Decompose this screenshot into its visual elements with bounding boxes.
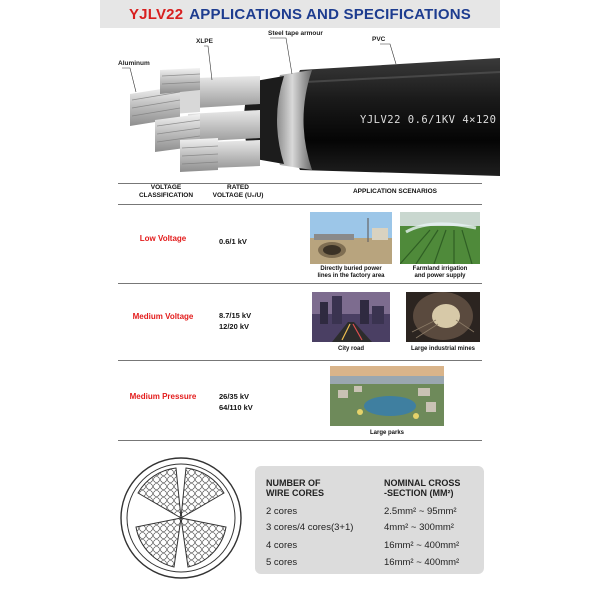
header-application-scenarios: APPLICATION SCENARIOS (352, 188, 438, 195)
header-voltage-line2: CLASSIFICATION (138, 192, 194, 199)
spec-row-1-cores: 2 cores (266, 506, 298, 517)
row-medium-voltage-rating-1: 8.7/15 kV (219, 311, 252, 320)
row-divider-2 (118, 360, 482, 361)
row-low-voltage-classification: Low Voltage (139, 234, 187, 243)
row-medium-voltage-rating-2: 12/20 kV (219, 322, 250, 331)
caption-industrial-mines: Large industrial mines (410, 346, 476, 352)
spec-row-1-section: 2.5mm² ~ 95mm² (384, 506, 457, 517)
caption-buried-line2: lines in the factory area (317, 273, 385, 279)
photo-buried-power-lines (310, 212, 392, 264)
spec-row-3-cores: 4 cores (266, 540, 298, 551)
caption-farmland-line2: and power supply (414, 273, 466, 279)
cable-cross-section-diagram (118, 455, 244, 581)
caption-buried-line1: Directly buried power (320, 266, 382, 272)
title-banner (100, 0, 500, 28)
cable-illustration (100, 30, 500, 180)
row-medium-pressure-rating-2: 64/110 kV (219, 403, 253, 412)
row-medium-pressure-rating-1: 26/35 kV (219, 392, 250, 401)
spec-header-cores-line1: NUMBER OF (266, 478, 321, 488)
title-model: YJLV22 (128, 5, 184, 23)
header-voltage-line1: VOLTAGE (150, 184, 182, 191)
row-medium-pressure-rating (219, 391, 253, 413)
label-pvc: PVC (372, 36, 386, 43)
header-voltage-classification (120, 184, 212, 200)
row-medium-pressure-classification: Medium Pressure (129, 392, 197, 401)
spec-row-3-section: 16mm² ~ 400mm² (384, 540, 460, 551)
spec-header-cores-line2: WIRE CORES (266, 488, 325, 498)
label-xlpe: XLPE (196, 38, 213, 45)
label-aluminum: Aluminum (118, 60, 150, 67)
label-steel-tape-armour: Steel tape armour (268, 30, 323, 37)
title-text: APPLICATIONS AND SPECIFICATIONS (189, 5, 472, 23)
table-header-rule (118, 204, 482, 205)
cable-print-marking: YJLV22 0.6/1KV 4×120 (360, 114, 497, 126)
spec-header-section-line2: -SECTION (MM²) (384, 488, 454, 498)
spec-header-wire-cores (266, 478, 324, 498)
row-low-voltage-rating-1: 0.6/1 kV (219, 237, 247, 246)
spec-row-4-section: 16mm² ~ 400mm² (384, 557, 460, 568)
row-medium-voltage-rating (219, 310, 251, 332)
spec-row-4-cores: 5 cores (266, 557, 298, 568)
caption-farmland-line1: Farmland irrigation (412, 266, 468, 272)
row-divider-1 (118, 283, 482, 284)
spec-row-2-cores: 3 cores/4 cores(3+1) (266, 522, 354, 533)
caption-city-road: City road (337, 346, 364, 352)
spec-row-2-section: 4mm² ~ 300mm² (384, 522, 454, 533)
caption-buried-power-lines (306, 266, 396, 280)
spec-header-cross-section (384, 478, 460, 498)
table-bottom-rule (118, 440, 482, 441)
caption-large-parks: Large parks (369, 430, 405, 436)
cable-cutaway-image (100, 30, 500, 180)
header-rated-voltage (206, 184, 270, 200)
photo-industrial-mines (406, 292, 480, 342)
row-medium-voltage-classification: Medium Voltage (132, 312, 194, 321)
header-rated-line2: VOLTAGE (U₀/U) (212, 192, 264, 199)
caption-farmland-irrigation (396, 266, 484, 280)
photo-farmland-irrigation (400, 212, 480, 264)
header-rated-line1: RATED (227, 184, 249, 191)
spec-header-section-line1: NOMINAL CROSS (384, 478, 461, 488)
photo-city-road (312, 292, 390, 342)
row-low-voltage-rating (219, 236, 247, 247)
photo-large-parks (330, 366, 444, 426)
